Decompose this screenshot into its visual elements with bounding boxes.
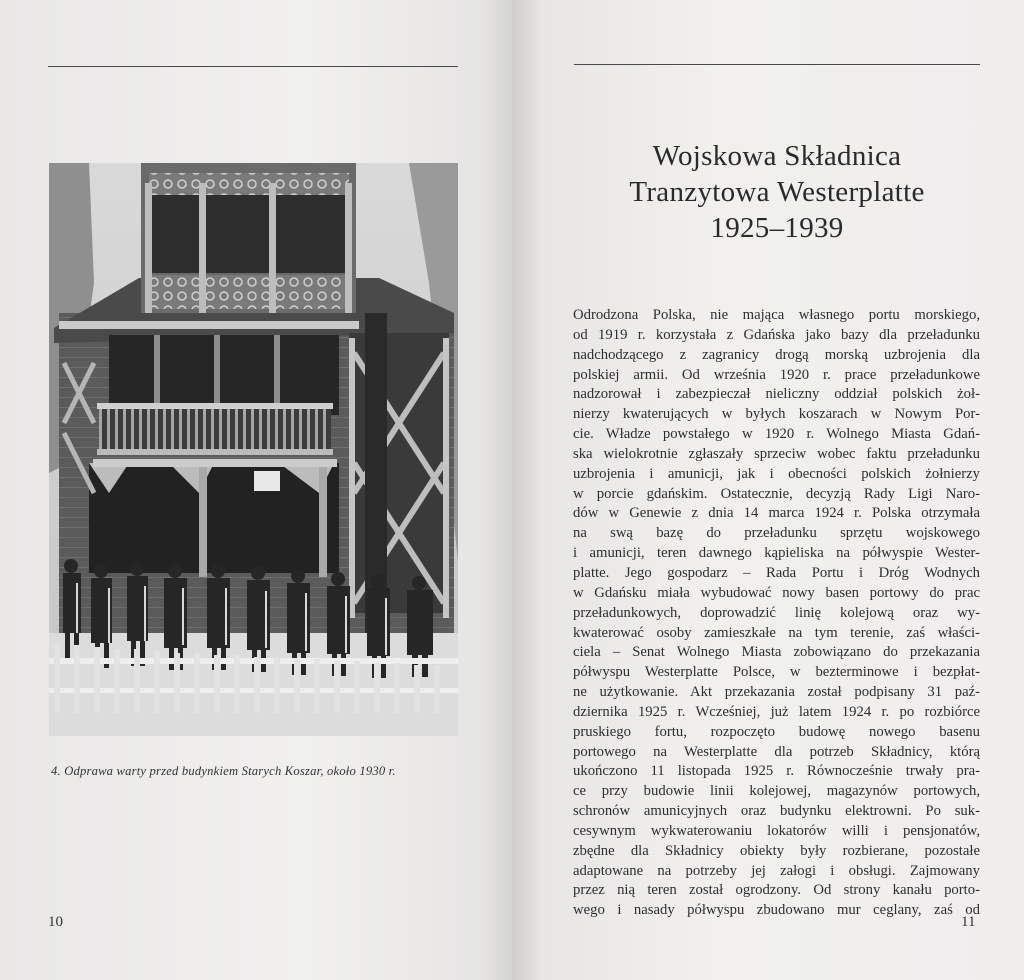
text-line: ska wielokrotnie zgłaszały sprzeciw wobec faktu przeładunku	[573, 445, 980, 462]
text-line: nierzy kwaterujących w byłych koszarach w Nowym Por-	[573, 406, 980, 423]
text-line: adaptowane na potrzeby jej załogi i obsługi. Zajmowany	[573, 862, 980, 879]
text-line: uzbrojenia i amunicji, jak i obecności polskich żołnierzy	[573, 465, 980, 482]
page-number-left: 10	[48, 914, 63, 930]
text-line: przeładunkowych, doprowadzić linię kolejową oraz wy-	[573, 604, 980, 621]
title-line: Tranzytowa Westerplatte	[629, 176, 925, 208]
text-line: przez nią teren został ogrodzony. Od strony kanału porto-	[573, 882, 980, 899]
text-line: Odrodzona Polska, nie mająca własnego portu morskiego,	[573, 307, 980, 323]
page-number-right: 11	[961, 914, 976, 930]
header-rule	[48, 66, 458, 67]
text-line: cie. Władze powstałego w 1920 r. Wolnego Miasta Gdań-	[573, 426, 980, 443]
historical-photo	[49, 163, 458, 736]
body-paragraph	[573, 306, 980, 921]
title-line: Wojskowa Składnica	[652, 140, 902, 172]
header-rule	[574, 64, 980, 65]
text-line: ne użytkowanie. Akt przekazania został podpisany 31 paź-	[573, 684, 980, 701]
text-line: dziernika 1925 r. Wcześniej, już latem 1924 r. po rozbiórce	[573, 703, 980, 720]
text-line: od 1919 r. korzystała z Gdańska jako bazy dla przeładunku	[573, 326, 980, 343]
text-line: wego i nasady półwyspu zbudowano mur ceglany, zaś od	[573, 902, 980, 919]
text-line: nadzorował i zabezpieczał nieliczny oddział polskich żoł-	[573, 386, 980, 403]
text-line: półwyspu Westerplatte Polsce, w bezterminowe i bezpłat-	[573, 664, 980, 681]
text-line: i amunicji, teren dawnego kąpieliska na półwyspie Wester-	[573, 545, 980, 562]
text-line: cesywnym wykwaterowaniu lokatorów willi i pensjonatów,	[573, 822, 980, 839]
text-line: na swą bazę do przeładunku sprzętu wojskowego	[573, 525, 980, 542]
chapter-title	[574, 138, 980, 246]
text-line: w Gdańsku miała wybudować nowy basen portowy do prac	[573, 584, 980, 601]
text-line: ce przy budowie linii kolejowej, magazynów portowych,	[573, 783, 980, 800]
text-line: ukończono 11 listopada 1925 r. Równocześnie trwały pra-	[573, 763, 980, 780]
photo-caption: 4. Odprawa warty przed budynkiem Starych Koszar, około 1930 r.	[51, 764, 396, 778]
text-line: dów w Genewie z dnia 14 marca 1924 r. Polska otrzymała	[573, 505, 980, 522]
text-line: polskiej armii. Od września 1920 r. prace przeładunkowe	[573, 366, 980, 383]
title-line: 1925–1939	[710, 212, 844, 244]
text-line: ciela – Senat Wolnego Miasta zobowiązano do przekazania	[573, 644, 980, 661]
text-line: platte. Jego gospodarz – Rada Portu i Dróg Wodnych	[573, 564, 980, 581]
text-line: pruskiego fortu, rozpoczęto budowę nowego basenu	[573, 723, 980, 740]
text-line: zbędne dla Składnicy obiekty były rozbierane, pozostałe	[573, 842, 980, 859]
text-line: nadchodzącego z zagranicy drogą morską uzbrojenia dla	[573, 346, 980, 363]
text-line: kwaterować osoby zamieszkałe na tym terenie, zaś właści-	[573, 624, 980, 641]
text-line: schronów amunicyjnych oraz budynku elektrowni. Po suk-	[573, 803, 980, 820]
text-line: portowego na Westerplatte dla potrzeb Składnicy, którą	[573, 743, 980, 760]
text-line: w porcie gdańskim. Ostatecznie, decyzją Rady Ligi Naro-	[573, 485, 980, 502]
